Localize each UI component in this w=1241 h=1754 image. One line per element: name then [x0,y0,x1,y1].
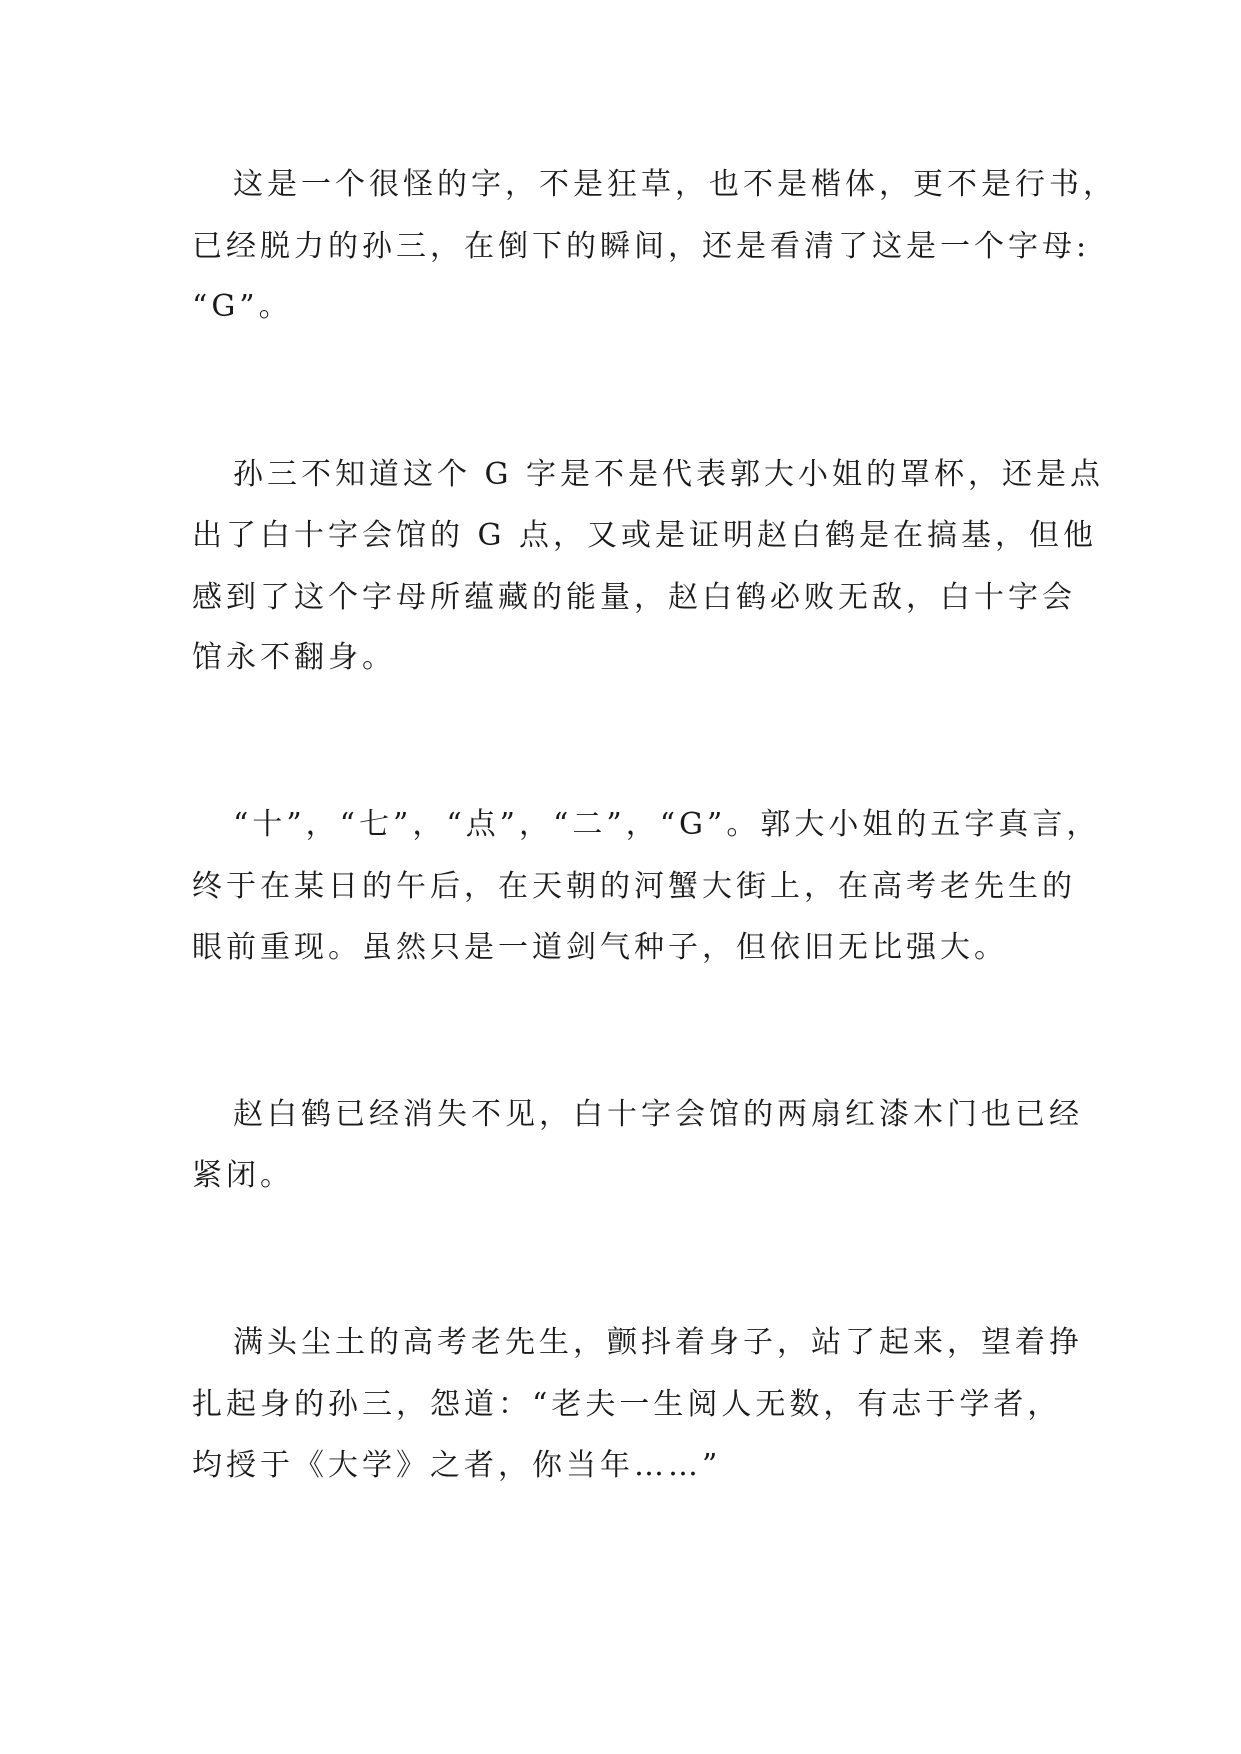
paragraph-3-line-3: 眼前重现。虽然只是一道剑气种子，但依旧无比强大。 [192,930,1008,965]
paragraph-1-line-3: “G”。 [192,289,293,324]
paragraph-5-line-2: 扎起身的孙三，怨道：“老夫一生阅人无数，有志于学者， [192,1387,1062,1422]
paragraph-2-line-2: 出了白十字会馆的 G 点，又或是证明赵白鹤是在搞基，但他 [192,518,1098,553]
paragraph-3-line-2: 终于在某日的午后，在天朝的河蟹大街上，在高考老先生的 [192,869,1076,904]
paragraph-5-line-3: 均授于《大学》之者，你当年……” [192,1448,722,1483]
paragraph-2-line-1: 孙三不知道这个 G 字是不是代表郭大小姐的罩杯，还是点 [233,457,1105,492]
paragraph-2-line-3: 感到了这个字母所蕴藏的能量，赵白鹤必败无敌，白十字会 [192,580,1076,615]
paragraph-1-line-2: 已经脱力的孙三，在倒下的瞬间，还是看清了这是一个字母: [192,229,1091,264]
paragraph-3-line-1: “十”，“七”，“点”，“二”，“G”。郭大小姐的五字真言， [233,807,1101,842]
paragraph-4-line-2: 紧闭。 [192,1158,294,1193]
paragraph-4-line-1: 赵白鹤已经消失不见，白十字会馆的两扇红漆木门也已经 [233,1097,1083,1132]
paragraph-1-line-1: 这是一个很怪的字，不是狂草，也不是楷体，更不是行书， [233,167,1117,202]
paragraph-5-line-1: 满头尘土的高考老先生，颤抖着身子，站了起来，望着挣 [233,1325,1083,1360]
paragraph-2-line-4: 馆永不翻身。 [192,640,396,675]
